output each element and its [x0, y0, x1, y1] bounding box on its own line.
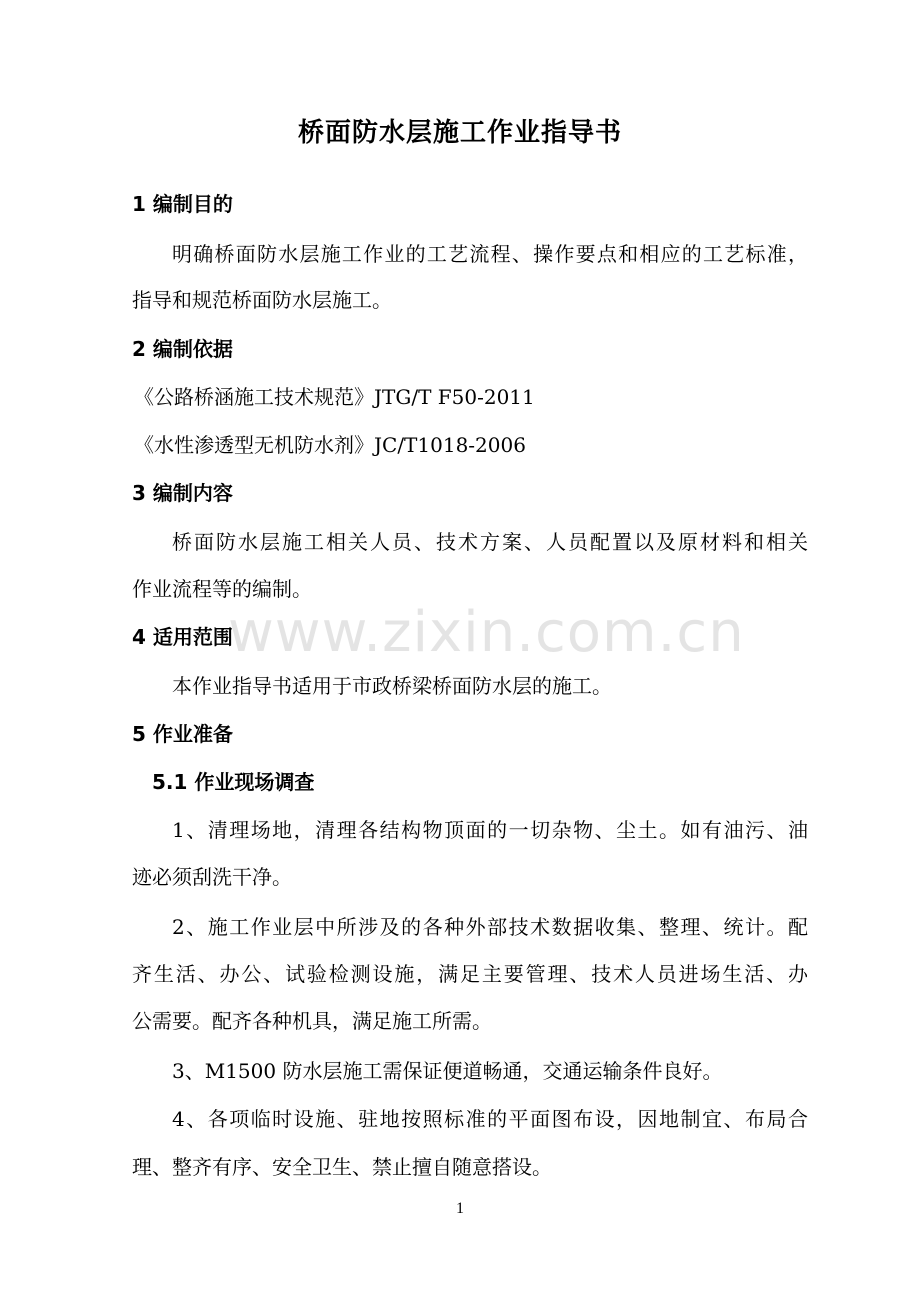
- document-title: 桥面防水层施工作业指导书: [297, 118, 622, 148]
- section-4-paragraph: 本作业指导书适用于市政桥梁桥面防水层的施工。: [172, 674, 612, 698]
- section-1-heading: 1 编制目的: [132, 192, 233, 216]
- section-3-paragraph-line-2: 作业流程等的编制。: [132, 577, 312, 601]
- section-4-heading: 4 适用范围: [132, 625, 233, 649]
- item-3: 3、M1500 防水层施工需保证便道畅通，交通运输条件良好。: [172, 1059, 723, 1083]
- section-1-paragraph-line-1: 明确桥面防水层施工作业的工艺流程、操作要点和相应的工艺标准，: [172, 242, 808, 266]
- section-3-paragraph-line-1: 桥面防水层施工相关人员、技术方案、人员配置以及原材料和相关: [172, 530, 808, 554]
- watermark: www.zixin.com.cn: [228, 600, 745, 665]
- item-4-line-1: 4、各项临时设施、驻地按照标准的平面图布设，因地制宜、布局合: [172, 1107, 808, 1131]
- section-3-heading: 3 编制内容: [132, 481, 233, 505]
- reference-1: 《公路桥涵施工技术规范》JTG/T F50-2011: [134, 385, 535, 409]
- item-2-line-2: 齐生活、办公、试验检测设施，满足主要管理、技术人员进场生活、办: [132, 962, 808, 986]
- section-1-paragraph-line-2: 指导和规范桥面防水层施工。: [132, 288, 392, 312]
- item-1-line-2: 迹必须刮洗干净。: [132, 865, 292, 889]
- item-2-line-3: 公需要。配齐各种机具，满足施工所需。: [132, 1009, 492, 1033]
- reference-2: 《水性渗透型无机防水剂》JC/T1018-2006: [134, 433, 526, 457]
- item-2-line-1: 2、施工作业层中所涉及的各种外部技术数据收集、整理、统计。配: [172, 915, 808, 939]
- item-1-line-1: 1、清理场地，清理各结构物顶面的一切杂物、尘土。如有油污、油: [172, 818, 808, 842]
- section-5-1-heading: 5.1 作业现场调查: [152, 770, 315, 794]
- page-number: 1: [456, 1200, 464, 1217]
- section-5-heading: 5 作业准备: [132, 722, 233, 746]
- section-2-heading: 2 编制依据: [132, 337, 233, 361]
- item-4-line-2: 理、整齐有序、安全卫生、禁止擅自随意搭设。: [132, 1155, 552, 1179]
